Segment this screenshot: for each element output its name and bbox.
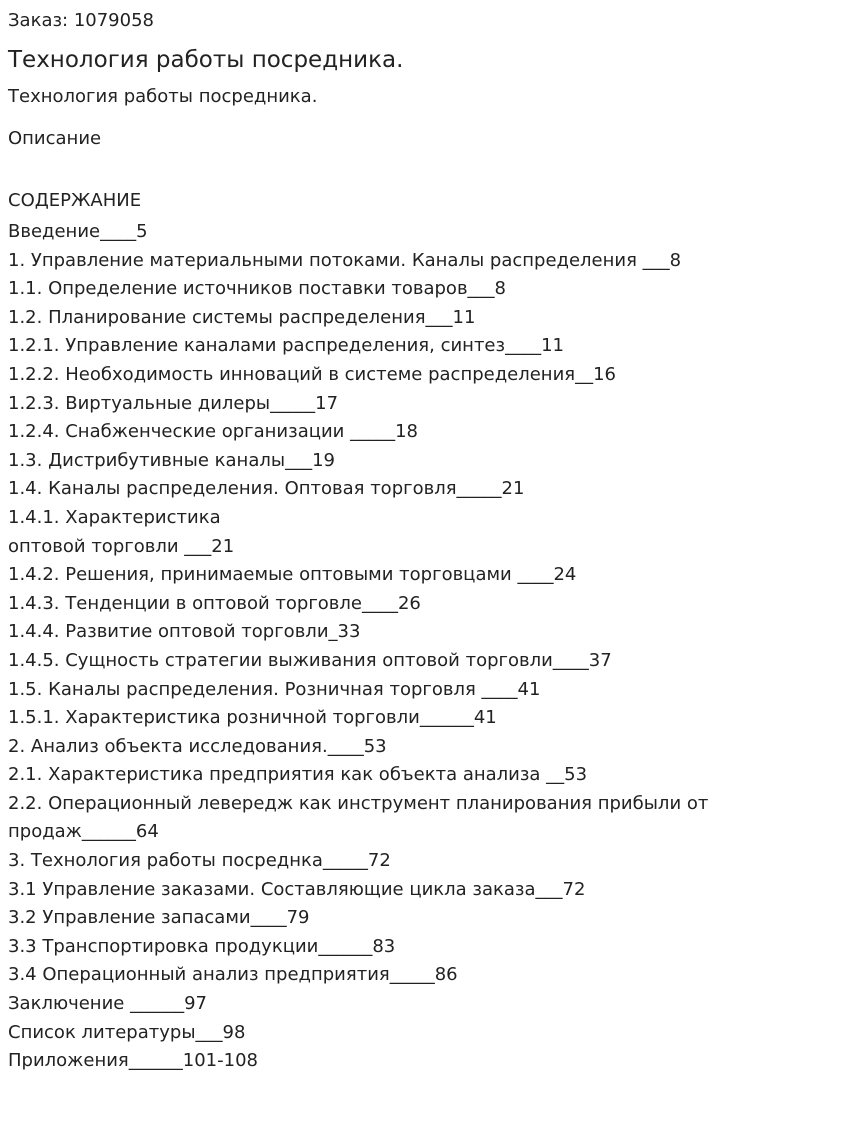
toc-entry: Список литературы___98	[8, 1021, 246, 1043]
toc-entry: 1. Управление материальными потоками. Каналы распределения ___8	[8, 249, 682, 271]
toc-entry: 1.4.5. Сущность стратегии выживания оптовой торговли____37	[8, 649, 612, 671]
toc-entry: Приложения______101-108	[8, 1050, 258, 1072]
toc-entry: 3. Технология работы посреднка_____72	[8, 850, 391, 872]
order-number: Заказ: 1079058	[8, 10, 154, 31]
toc-entry: 3.2 Управление запасами____79	[8, 907, 310, 929]
page-subtitle: Технология работы посредника.	[8, 86, 318, 107]
toc-entry: 1.4.4. Развитие оптовой торговли_33	[8, 621, 361, 643]
toc-entry: 3.3 Транспортировка продукции______83	[8, 935, 396, 957]
toc-entry: 2.1. Характеристика предприятия как объекта анализа __53	[8, 764, 588, 786]
page-title: Технология работы посредника.	[8, 47, 404, 73]
toc-entry: оптовой торговли ___21	[8, 535, 235, 557]
toc-entry: 1.4.2. Решения, принимаемые оптовыми торговцами ____24	[8, 564, 577, 586]
toc-entry: 1.1. Определение источников поставки товаров___8	[8, 278, 507, 300]
description-heading: Описание	[8, 128, 102, 149]
toc-entry: 1.4.1. Характеристика	[8, 506, 221, 528]
toc-entry: 2. Анализ объекта исследования.____53	[8, 735, 387, 757]
toc-entry: 1.5.1. Характеристика розничной торговли______41	[8, 707, 497, 729]
toc-entry: 3.1 Управление заказами. Составляющие цикла заказа___72	[8, 878, 586, 900]
toc-entry: 1.2.2. Необходимость инноваций в системе распределения__16	[8, 363, 617, 385]
toc-entry: 2.2. Операционный левередж как инструмент планирования прибыли от	[8, 792, 709, 814]
table-of-contents	[8, 218, 839, 1076]
toc-entry: 1.2.1. Управление каналами распределения, синтез____11	[8, 335, 564, 357]
toc-entry: 1.5. Каналы распределения. Розничная торговля ____41	[8, 678, 541, 700]
toc-entry: 1.4.3. Тенденции в оптовой торговле____26	[8, 592, 421, 614]
toc-entry: 3.4 Операционный анализ предприятия_____86	[8, 964, 458, 986]
toc-entry: 1.2.4. Снабженческие организации _____18	[8, 421, 419, 443]
toc-entry: Введение____5	[8, 221, 148, 242]
toc-entry: 1.2.3. Виртуальные дилеры_____17	[8, 392, 339, 414]
toc-entry: 1.2. Планирование системы распределения___11	[8, 306, 476, 328]
toc-entry: продаж______64	[8, 821, 159, 843]
toc-heading: СОДЕРЖАНИЕ	[8, 190, 142, 211]
toc-entry: Заключение ______97	[8, 993, 207, 1015]
toc-entry: 1.4. Каналы распределения. Оптовая торговля_____21	[8, 478, 525, 500]
toc-entry: 1.3. Дистрибутивные каналы___19	[8, 449, 335, 471]
